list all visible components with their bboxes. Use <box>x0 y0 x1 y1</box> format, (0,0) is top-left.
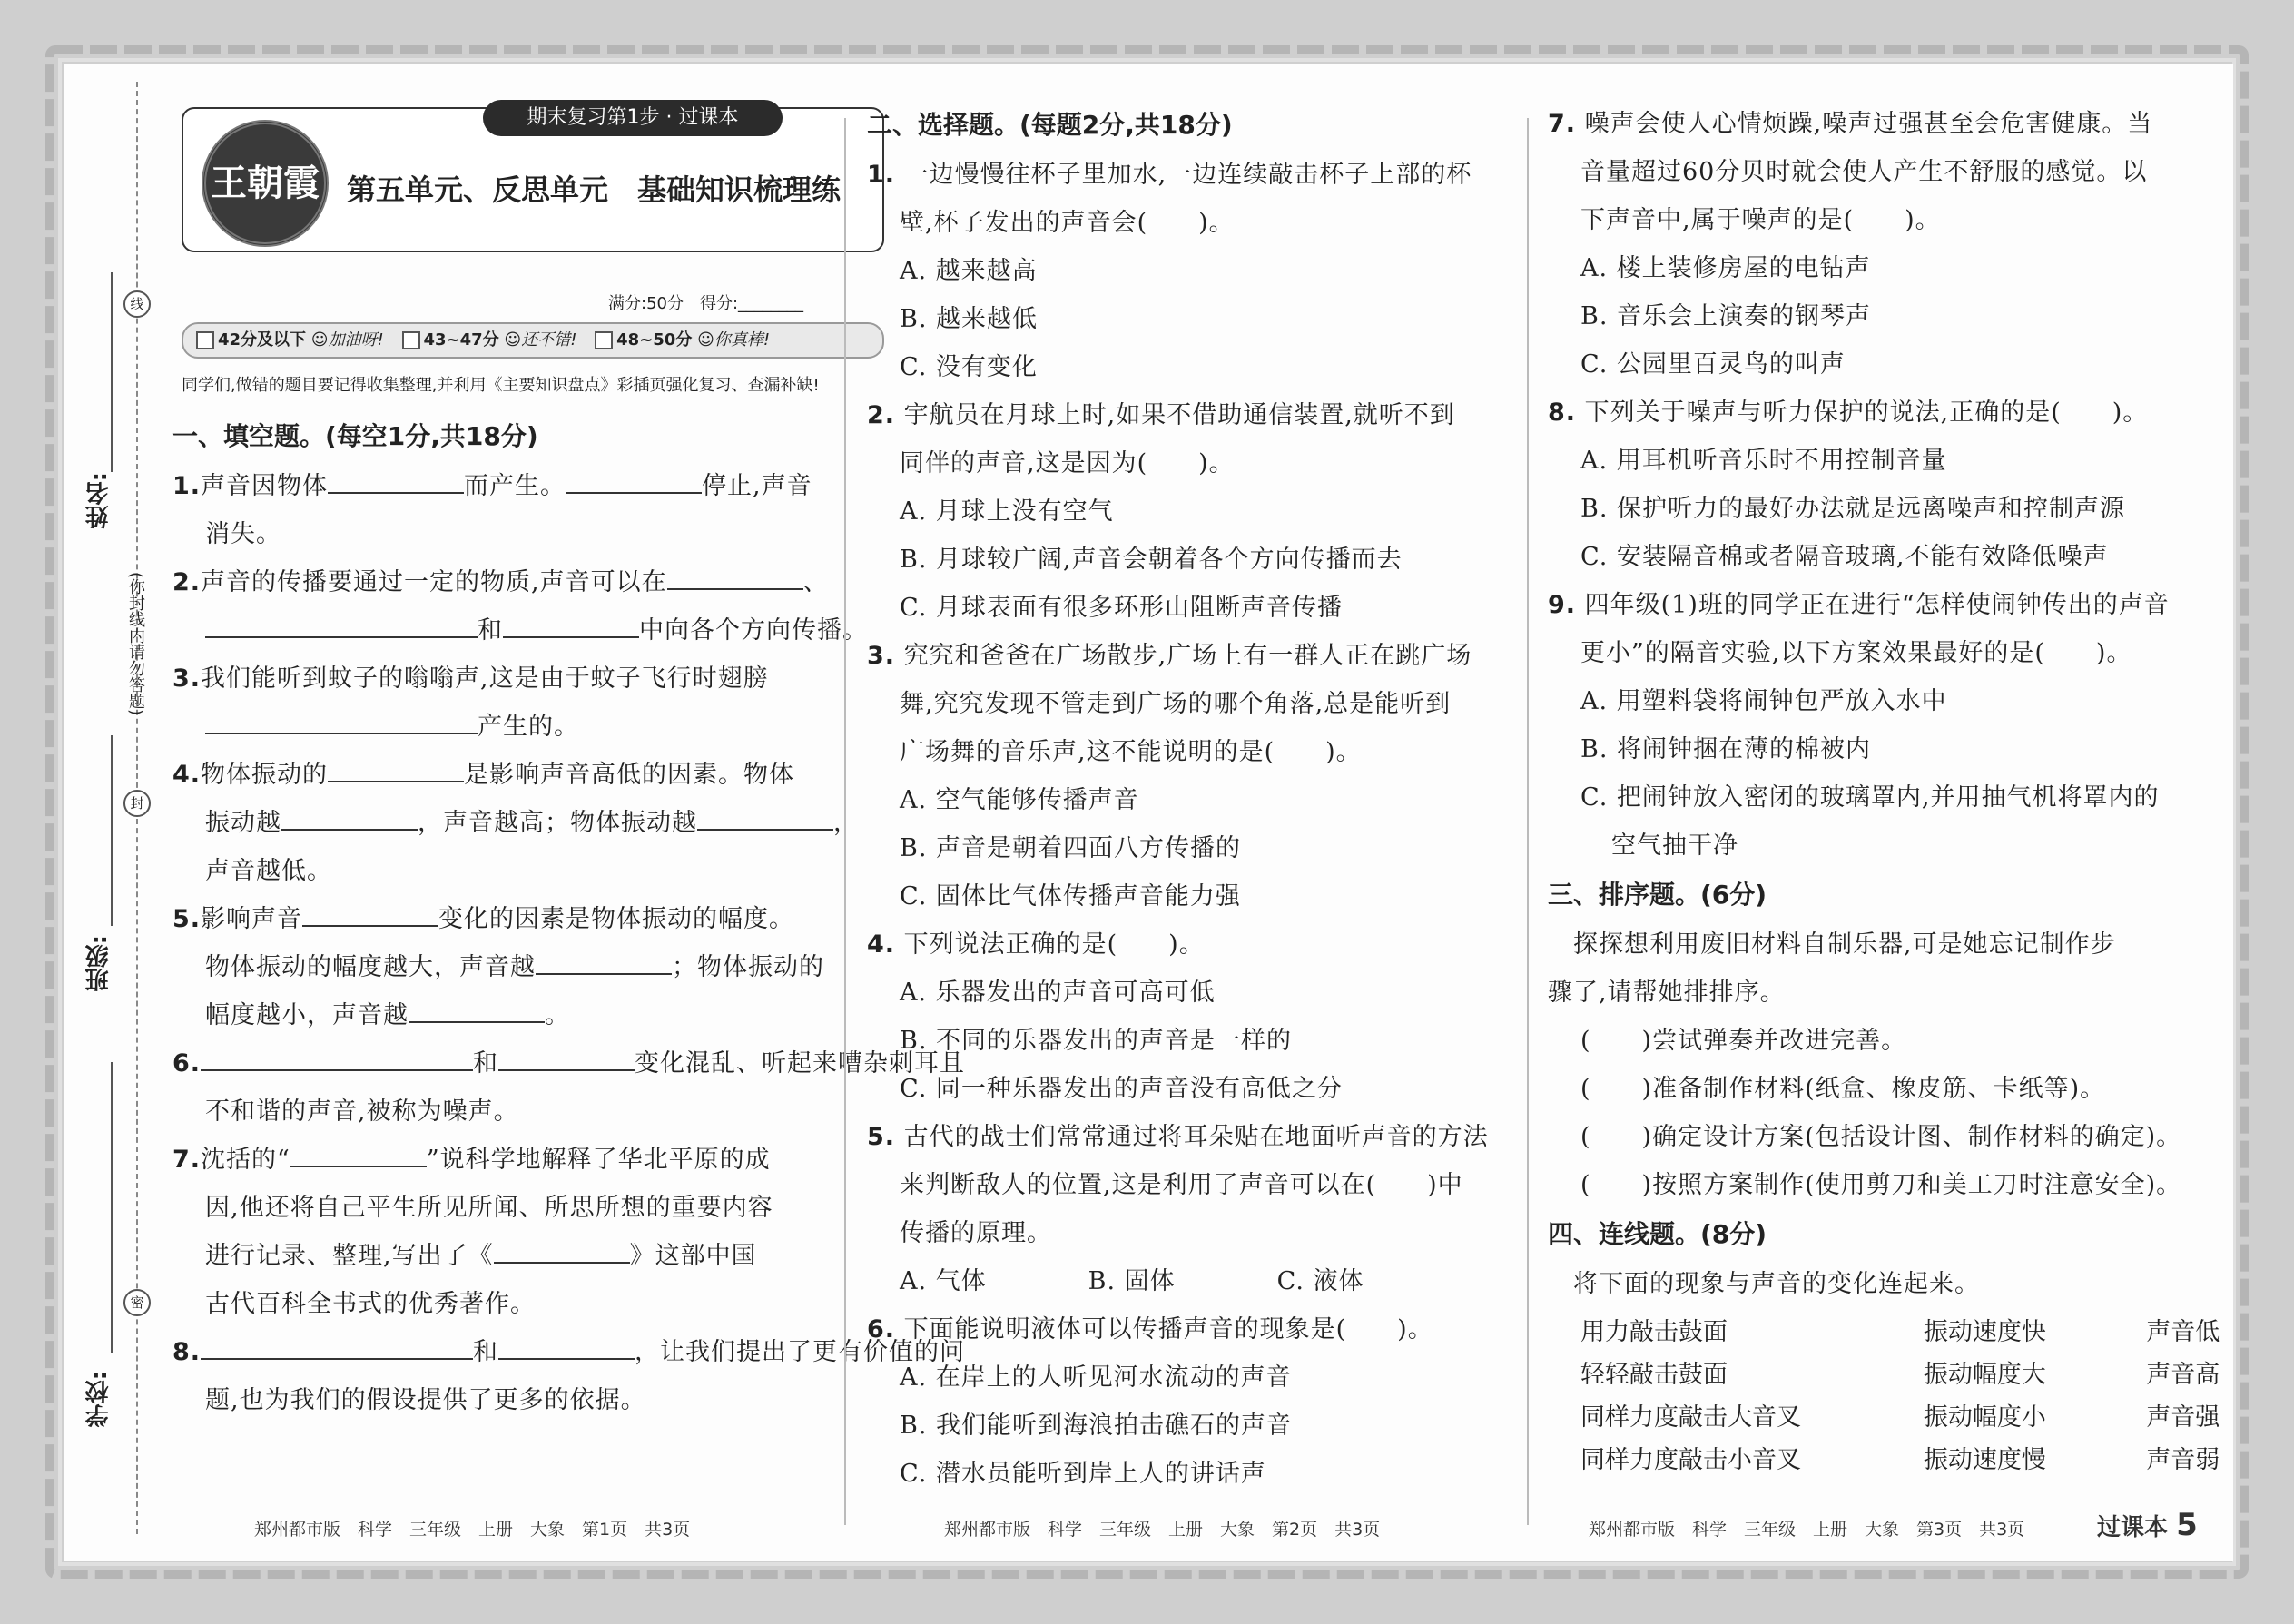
phenomenon-cell[interactable]: 同样力度敲击小音叉 <box>1580 1446 1801 1474</box>
question-text: 沈括的“ <box>201 1146 290 1174</box>
sound-change-cell[interactable]: 声音强 <box>2146 1403 2220 1432</box>
answer-blank[interactable] <box>201 1046 337 1071</box>
line-text: 宇航员在月球上时,如果不借助通信装置,就听不到 <box>903 401 1455 429</box>
section-3-heading: 三、排序题。(6分) <box>1548 880 1767 910</box>
line-text: B. 音乐会上演奏的钢琴声 <box>1580 302 1872 330</box>
line-text: B. 声音是朝着四面八方传播的 <box>900 834 1242 862</box>
line-text: 传播的原理。 <box>900 1219 1052 1247</box>
worksheet-page <box>64 64 2233 1561</box>
column-1 <box>172 411 966 1424</box>
fill-line <box>172 655 890 703</box>
question-text: 和 <box>478 616 503 645</box>
school-field[interactable] <box>111 1062 113 1353</box>
line-text: C. 把闹钟放入密闭的玻璃罩内,并用抽气机将罩内的 <box>1580 783 2160 812</box>
seal-char-mi: 密 <box>123 1289 151 1316</box>
question-text: 、 <box>802 568 829 596</box>
option-line <box>867 1209 1566 1257</box>
option-line[interactable] <box>867 824 1566 872</box>
column-divider <box>1527 118 1529 1525</box>
question-text: 我们能听到蚊子的嗡嗡声,这是由于蚊子飞行时翅膀 <box>201 664 769 693</box>
line-text: A. 越来越高 <box>900 257 1038 285</box>
school-label: 学校: <box>85 1371 113 1428</box>
question-number: 6. <box>172 1049 202 1078</box>
question-line <box>867 632 1566 680</box>
option-line[interactable] <box>867 1450 1566 1498</box>
question-number: 7. <box>172 1146 202 1174</box>
line-text: 来判断敌人的位置,这是利用了声音可以在( )中 <box>900 1171 1463 1199</box>
rating-3[interactable]: 48~50分 ☺你真棒! <box>595 330 770 349</box>
line-text: C. 没有变化 <box>900 353 1038 381</box>
question-text: ，声音越高；物体振动越 <box>418 809 697 837</box>
question-text: 停止,声音 <box>702 472 812 500</box>
question-number: 2. <box>172 568 202 596</box>
line-text: 古代的战士们常常通过将耳朵贴在地面听声音的方法 <box>903 1123 1489 1151</box>
question-number: 7. <box>1548 110 1577 138</box>
line-text: C. 潜水员能听到岸上人的讲话声 <box>900 1460 1266 1488</box>
question-number: 9. <box>1548 591 1577 619</box>
question-text: 物体振动的幅度越大，声音越 <box>205 953 536 981</box>
question-text: ；物体振动的 <box>672 953 824 981</box>
line-text: 舞,究究发现不管走到广场的哪个角落,总是能听到 <box>900 690 1452 718</box>
option-line[interactable] <box>1548 773 2247 822</box>
rating-2[interactable]: 43~47分 ☺还不错! <box>402 330 577 349</box>
question-text: 和 <box>473 1049 499 1078</box>
line-text: 空气抽干净 <box>1611 832 1738 860</box>
fill-line <box>172 462 890 510</box>
column-divider <box>844 118 846 1525</box>
question-text: ，让我们提出了更有价值的问 <box>635 1338 966 1366</box>
choice-list-cont <box>1548 100 2247 870</box>
option-line[interactable] <box>867 487 1566 536</box>
answer-blank[interactable] <box>341 613 478 638</box>
review-tip: 同学们,做错的题目要记得收集整理,并利用《主要知识盘点》彩插页强化复习、查漏补缺! <box>182 376 820 395</box>
line-text: B. 保护听力的最好办法就是远离噪声和控制声源 <box>1580 495 2126 523</box>
fill-line <box>172 799 890 847</box>
phenomenon-cell[interactable]: 轻轻敲击鼓面 <box>1580 1361 1728 1389</box>
fill-line <box>172 1280 890 1328</box>
fill-line <box>172 1136 890 1184</box>
class-label: 班级: <box>85 935 113 992</box>
option-line <box>867 439 1566 487</box>
option-line <box>1548 148 2247 196</box>
header-box <box>182 107 884 252</box>
question-text: 古代百科全书式的优秀著作。 <box>205 1290 536 1318</box>
question-text: 进行记录、整理,写出了《 <box>205 1242 494 1270</box>
name-label: 姓名: <box>85 472 113 529</box>
answer-blank[interactable] <box>409 998 545 1023</box>
line-text: A. 气体 B. 固体 C. 液体 <box>900 1267 1364 1295</box>
question-line <box>867 1305 1566 1353</box>
line-text: 噪声会使人心情烦躁,噪声过强甚至会危害健康。当 <box>1584 110 2153 138</box>
answer-blank[interactable] <box>697 805 833 831</box>
line-text: 同伴的声音,这是因为( )。 <box>900 449 1235 477</box>
option-line[interactable] <box>1548 533 2247 581</box>
rating-1[interactable]: 42分及以下 ☺加油呀! <box>196 330 384 349</box>
option-line[interactable] <box>867 969 1566 1017</box>
question-text: 不和谐的声音,被称为噪声。 <box>205 1097 519 1126</box>
step-tag: 期末复习第1步 · 过课本 <box>483 100 783 136</box>
line-text: 一边慢慢往杯子里加水,一边连续敲击杯子上部的杯 <box>903 161 1472 189</box>
answer-blank[interactable] <box>536 950 672 975</box>
section-4-heading: 四、连线题。(8分) <box>1548 1219 1767 1249</box>
order-item[interactable]: ( )按照方案制作(使用剪刀和美工刀时注意安全)。 <box>1580 1171 2182 1199</box>
answer-blank[interactable] <box>302 901 438 927</box>
question-text: 声音的传播要通过一定的物质,声音可以在 <box>201 568 667 596</box>
option-line[interactable] <box>867 295 1566 343</box>
fill-line <box>172 847 890 895</box>
section-2-heading: 二、选择题。(每题2分,共18分) <box>867 110 1233 140</box>
section-3-intro: 探探想利用废旧材料自制乐器,可是她忘记制作步 <box>1548 930 2116 959</box>
line-text: B. 不同的乐器发出的声音是一样的 <box>900 1027 1293 1055</box>
seal-note: (你封线内请勿答题) <box>126 572 145 716</box>
question-text: 变化混乱、听起来嘈杂刺耳且 <box>635 1049 966 1078</box>
question-line <box>1548 389 2247 437</box>
fill-line <box>172 1232 890 1280</box>
option-line[interactable] <box>867 776 1566 824</box>
option-line <box>867 728 1566 776</box>
answer-blank[interactable] <box>337 1046 473 1071</box>
question-line <box>1548 100 2247 148</box>
line-text: A. 用塑料袋将闹钟包严放入水中 <box>1580 687 1947 715</box>
question-number: 1. <box>172 472 202 500</box>
sound-change-cell[interactable]: 声音弱 <box>2146 1446 2220 1474</box>
line-text: A. 乐器发出的声音可高可低 <box>900 979 1216 1007</box>
answer-blank[interactable] <box>328 757 464 782</box>
question-line <box>867 920 1566 969</box>
option-line[interactable] <box>867 1257 1566 1305</box>
line-text: A. 在岸上的人听见河水流动的声音 <box>900 1363 1292 1392</box>
question-text: 振动越 <box>205 809 281 837</box>
fill-line <box>172 1039 966 1088</box>
question-number: 5. <box>172 905 202 933</box>
option-line[interactable] <box>1548 244 2247 292</box>
question-text: 而产生。 <box>464 472 566 500</box>
vibration-cell[interactable]: 振动速度慢 <box>1923 1446 2046 1474</box>
question-text: 是影响声音高低的因素。物体 <box>464 761 795 789</box>
option-line[interactable] <box>867 872 1566 920</box>
section-3-intro: 骤了,请帮她排排序。 <box>1548 979 1786 1007</box>
order-item[interactable]: ( )尝试弹奏并改进完善。 <box>1580 1027 1907 1055</box>
question-text: 中向各个方向传播。 <box>639 616 868 645</box>
fill-line <box>172 943 890 991</box>
option-line[interactable] <box>867 247 1566 295</box>
matching-row <box>1580 1436 2247 1479</box>
question-text: 。 <box>545 1001 570 1029</box>
answer-blank[interactable] <box>341 709 478 734</box>
column-2 <box>867 100 1566 1498</box>
line-text: 下面能说明液体可以传播声音的现象是( )。 <box>903 1315 1433 1343</box>
answer-blank[interactable] <box>337 1334 473 1360</box>
score-line: 满分:50分 得分:________ <box>608 294 804 313</box>
question-line <box>867 391 1566 439</box>
line-text: C. 安装隔音棉或者隔音玻璃,不能有效降低噪声 <box>1580 543 2109 571</box>
question-line <box>1548 581 2247 629</box>
question-text: 题,也为我们的假设提供了更多的依据。 <box>205 1386 646 1414</box>
answer-blank[interactable] <box>205 709 341 734</box>
line-text: 下列说法正确的是( )。 <box>903 930 1205 959</box>
fill-line <box>172 1088 890 1136</box>
line-text: 广场舞的音乐声,这不能说明的是( )。 <box>900 738 1362 766</box>
fill-line <box>172 703 890 751</box>
fill-line <box>172 751 890 799</box>
question-number: 3. <box>867 642 896 670</box>
phenomenon-cell[interactable]: 用力敲击鼓面 <box>1580 1318 1728 1346</box>
answer-blank[interactable] <box>205 613 341 638</box>
option-line[interactable] <box>867 584 1566 632</box>
answer-blank[interactable] <box>498 1334 635 1360</box>
line-text: 下声音中,属于噪声的是( )。 <box>1580 206 1941 234</box>
matching-row <box>1580 1351 2247 1393</box>
vibration-cell[interactable]: 振动幅度小 <box>1923 1403 2046 1432</box>
question-text: 幅度越小，声音越 <box>205 1001 409 1029</box>
line-text: 下列关于噪声与听力保护的说法,正确的是( )。 <box>1584 399 2149 427</box>
line-text: A. 楼上装修房屋的电钻声 <box>1580 254 1871 282</box>
question-text: 影响声音 <box>201 905 303 933</box>
question-number: 2. <box>867 401 896 429</box>
question-text: ”说科学地解释了华北平原的成 <box>426 1146 771 1174</box>
option-line <box>867 199 1566 247</box>
line-text: 四年级(1)班的同学正在进行“怎样使闹钟传出的声音 <box>1584 591 2170 619</box>
fill-blank-list <box>172 462 966 1424</box>
option-line[interactable] <box>867 1353 1566 1402</box>
question-number: 6. <box>867 1315 896 1343</box>
name-field[interactable] <box>111 272 113 472</box>
line-text: C. 同一种乐器发出的声音没有高低之分 <box>900 1075 1343 1103</box>
line-text: 音量超过60分贝时就会使人产生不舒服的感觉。以 <box>1580 158 2148 186</box>
fill-line <box>172 558 890 606</box>
class-field[interactable] <box>111 735 113 926</box>
answer-blank[interactable] <box>667 565 803 590</box>
line-text: B. 越来越低 <box>900 305 1039 333</box>
question-text: 声音越低。 <box>205 857 332 885</box>
question-text: 变化的因素是物体振动的幅度。 <box>438 905 795 933</box>
answer-blank[interactable] <box>290 1142 427 1167</box>
question-text: 声音因物体 <box>201 472 329 500</box>
section-4-intro: 将下面的现象与声音的变化连起来。 <box>1548 1270 1980 1298</box>
footer-page-1: 郑州都市版 科学 三年级 上册 大象 第1页 共3页 <box>254 1520 691 1540</box>
option-line[interactable] <box>1548 485 2247 533</box>
question-text: 和 <box>473 1338 499 1366</box>
question-text: 物体振动的 <box>201 761 329 789</box>
line-text: 壁,杯子发出的声音会( )。 <box>900 209 1235 237</box>
question-number: 4. <box>172 761 202 789</box>
answer-blank[interactable] <box>328 468 464 494</box>
vibration-cell[interactable]: 振动幅度大 <box>1923 1361 2046 1389</box>
line-text: A. 用耳机听音乐时不用控制音量 <box>1580 447 1947 475</box>
matching-table <box>1580 1308 2247 1479</box>
option-line <box>867 680 1566 728</box>
brand-logo: 王朝霞 <box>202 120 329 247</box>
question-number: 8. <box>1548 399 1577 427</box>
answer-blank[interactable] <box>498 1046 635 1071</box>
question-text: 》这部中国 <box>629 1242 757 1270</box>
section-1-heading: 一、填空题。(每空1分,共18分) <box>172 421 538 451</box>
option-line <box>1548 629 2247 677</box>
line-text: C. 固体比气体传播声音能力强 <box>900 882 1241 910</box>
seal-char-xian: 线 <box>123 290 151 318</box>
page-title: 第五单元、反思单元 基础知识梳理练 <box>347 172 842 207</box>
line-text: 究究和爸爸在广场散步,广场上有一群人正在跳广场 <box>903 642 1472 670</box>
question-text: 因,他还将自己平生所见所闻、所思所想的重要内容 <box>205 1194 773 1222</box>
sound-change-cell[interactable]: 声音高 <box>2146 1361 2220 1389</box>
footer-page-2: 郑州都市版 科学 三年级 上册 大象 第2页 共3页 <box>944 1520 1381 1540</box>
line-text: C. 月球表面有很多环形山阻断声音传播 <box>900 594 1343 622</box>
option-line[interactable] <box>1548 677 2247 725</box>
column-3 <box>1548 100 2247 1479</box>
answer-blank[interactable] <box>201 1334 337 1360</box>
question-line <box>867 1113 1566 1161</box>
sound-change-cell[interactable]: 声音低 <box>2146 1318 2220 1346</box>
option-line[interactable] <box>1548 725 2247 773</box>
fill-line <box>172 1376 890 1424</box>
binding-margin <box>64 64 163 1561</box>
option-line[interactable] <box>867 1402 1566 1450</box>
option-line[interactable] <box>867 1065 1566 1113</box>
fill-line <box>172 991 890 1039</box>
order-item[interactable]: ( )准备制作材料(纸盒、橡皮筋、卡纸等)。 <box>1580 1075 2106 1103</box>
option-line[interactable] <box>867 343 1566 391</box>
answer-blank[interactable] <box>566 468 702 494</box>
option-line <box>1548 822 2247 870</box>
line-text: B. 月球较广阔,声音会朝着各个方向传播而去 <box>900 546 1403 574</box>
fill-line <box>172 1184 890 1232</box>
question-text: 产生的。 <box>478 713 579 741</box>
footer-page-3: 郑州都市版 科学 三年级 上册 大象 第3页 共3页 <box>1589 1520 2025 1540</box>
page-label: 过课本 5 <box>2097 1507 2198 1543</box>
option-line[interactable] <box>867 1017 1566 1065</box>
question-number: 1. <box>867 161 896 189</box>
choice-list <box>867 151 1566 1498</box>
fill-line <box>172 1328 966 1376</box>
line-text: A. 空气能够传播声音 <box>900 786 1139 814</box>
fill-line <box>172 510 890 558</box>
phenomenon-cell[interactable]: 同样力度敲击大音叉 <box>1580 1403 1801 1432</box>
question-number: 3. <box>172 664 202 693</box>
line-text: C. 公园里百灵鸟的叫声 <box>1580 350 1846 379</box>
line-text: B. 将闹钟捆在薄的棉被内 <box>1580 735 1872 763</box>
option-line <box>1548 196 2247 244</box>
question-number: 4. <box>867 930 896 959</box>
question-number: 8. <box>172 1338 202 1366</box>
option-line[interactable] <box>1548 292 2247 340</box>
matching-row <box>1580 1393 2247 1436</box>
fill-line <box>172 606 890 655</box>
answer-blank[interactable] <box>281 805 418 831</box>
question-line <box>867 151 1566 199</box>
vibration-cell[interactable]: 振动速度快 <box>1923 1318 2046 1346</box>
option-line <box>867 1161 1566 1209</box>
option-line[interactable] <box>867 536 1566 584</box>
matching-row <box>1580 1308 2247 1351</box>
fill-line <box>172 895 890 943</box>
line-text: B. 我们能听到海浪拍击礁石的声音 <box>900 1412 1293 1440</box>
answer-blank[interactable] <box>494 1238 630 1264</box>
option-line[interactable] <box>1548 340 2247 389</box>
line-text: A. 月球上没有空气 <box>900 497 1114 526</box>
seal-char-feng: 封 <box>123 790 151 817</box>
order-item[interactable]: ( )确定设计方案(包括设计图、制作材料的确定)。 <box>1580 1123 2182 1151</box>
line-text: 更小”的隔音实验,以下方案效果最好的是( )。 <box>1580 639 2132 667</box>
option-line[interactable] <box>1548 437 2247 485</box>
self-rating-bar <box>182 322 884 359</box>
question-number: 5. <box>867 1123 896 1151</box>
answer-blank[interactable] <box>503 613 639 638</box>
question-text: ， <box>833 809 859 837</box>
question-text: 消失。 <box>205 520 281 548</box>
